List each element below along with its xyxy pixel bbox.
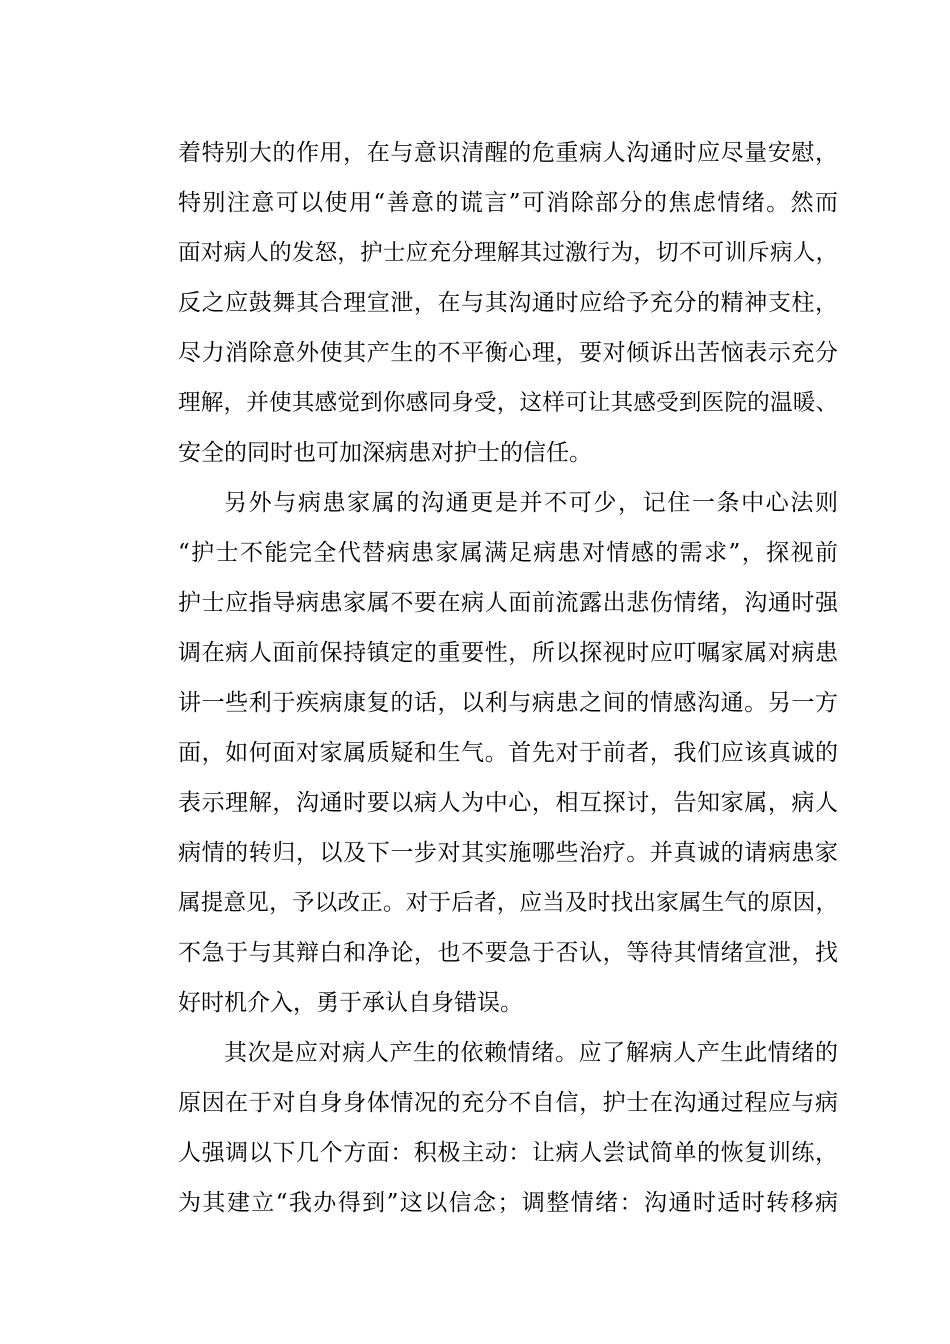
- paragraph-line: 理解，并使其感觉到你感同身受，这样可让其感受到医院的温暖、: [178, 390, 838, 416]
- paragraph-line: 其次是应对病人产生的依赖情绪。应了解病人产生此情绪的: [224, 1040, 838, 1066]
- paragraph-line: 为其建立“我办得到”这以信念；调整情绪：沟通时适时转移病: [178, 1190, 838, 1216]
- paragraph-line: 病情的转归，以及下一步对其实施哪些治疗。并真诚的请病患家: [178, 840, 838, 866]
- paragraph-line: 属提意见，予以改正。对于后者，应当及时找出家属生气的原因，: [178, 890, 838, 916]
- paragraph-line: 面对病人的发怒，护士应充分理解其过激行为，切不可训斥病人，: [178, 240, 838, 266]
- body-text: [178, 128, 838, 1228]
- paragraph-line: 反之应鼓舞其合理宣泄，在与其沟通时应给予充分的精神支柱，: [178, 290, 838, 316]
- paragraph-1: [178, 128, 838, 478]
- paragraph-line: 原因在于对自身身体情况的充分不自信，护士在沟通过程应与病: [178, 1090, 838, 1116]
- paragraph-line: 不急于与其辩白和净论，也不要急于否认，等待其情绪宣泄，找: [178, 940, 838, 966]
- paragraph-line: 护士应指导病患家属不要在病人面前流露出悲伤情绪，沟通时强: [178, 590, 838, 616]
- paragraph-line: 表示理解，沟通时要以病人为中心，相互探讨，告知家属，病人: [178, 790, 838, 816]
- paragraph-line: 调在病人面前保持镇定的重要性，所以探视时应叮嘱家属对病患: [178, 640, 838, 666]
- paragraph-line: “护士不能完全代替病患家属满足病患对情感的需求”，探视前: [178, 540, 838, 566]
- paragraph-2: [178, 478, 838, 1028]
- paragraph-line: 安全的同时也可加深病患对护士的信任。: [178, 440, 592, 466]
- paragraph-line: 尽力消除意外使其产生的不平衡心理，要对倾诉出苦恼表示充分: [178, 340, 838, 366]
- paragraph-line: 讲一些利于疾病康复的话，以利与病患之间的情感沟通。另一方: [178, 690, 838, 716]
- paragraph-line: 另外与病患家属的沟通更是并不可少，记住一条中心法则: [224, 490, 838, 516]
- paragraph-line: 特别注意可以使用“善意的谎言”可消除部分的焦虑情绪。然而: [178, 190, 838, 216]
- paragraph-line: 着特别大的作用，在与意识清醒的危重病人沟通时应尽量安慰，: [178, 140, 838, 166]
- paragraph-line: 人强调以下几个方面：积极主动：让病人尝试简单的恢复训练，: [178, 1140, 838, 1166]
- paragraph-line: 好时机介入，勇于承认自身错误。: [178, 990, 523, 1016]
- paragraph-3: [178, 1028, 838, 1228]
- paragraph-line: 面，如何面对家属质疑和生气。首先对于前者，我们应该真诚的: [178, 740, 838, 766]
